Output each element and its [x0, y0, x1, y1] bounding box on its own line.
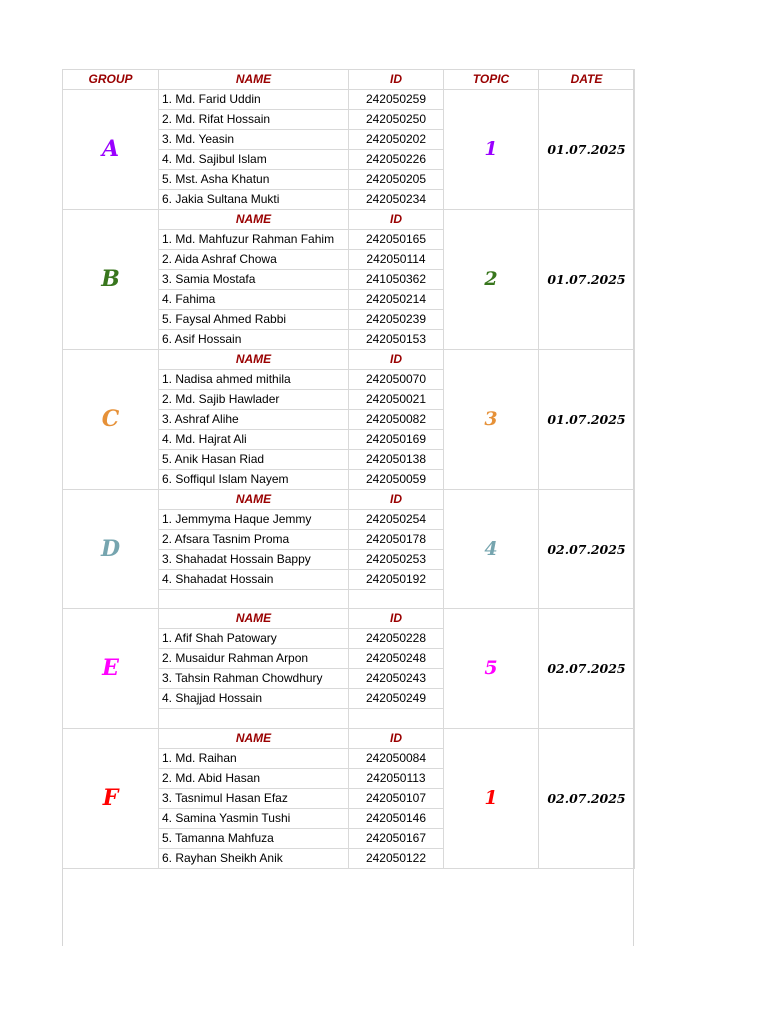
member-id: 242050214 [349, 290, 444, 310]
group-letter: A [63, 90, 159, 210]
presentation-date: 01.07.2025 [539, 350, 635, 490]
member-row [63, 90, 635, 110]
topic-header: TOPIC [444, 70, 539, 90]
sub-header-name: NAME [159, 609, 349, 629]
group-letter: B [63, 210, 159, 350]
member-id: 242050165 [349, 230, 444, 250]
sub-header-row [63, 490, 635, 510]
sub-header-id: ID [349, 609, 444, 629]
presentation-date: 02.07.2025 [539, 609, 635, 728]
member-id: 242050178 [349, 530, 444, 550]
group-letter: E [63, 609, 159, 728]
member-id: 242050114 [349, 250, 444, 270]
topic-number: 1 [444, 90, 539, 210]
member-id: 242050202 [349, 130, 444, 150]
member-name: 3. Shahadat Hossain Bappy [159, 550, 349, 570]
member-name: 2. Md. Rifat Hossain [159, 110, 349, 130]
sub-header-row [63, 350, 635, 370]
member-id: 242050146 [349, 808, 444, 828]
member-id: 242050113 [349, 768, 444, 788]
member-name: 4. Shahadat Hossain [159, 570, 349, 590]
member-name: 2. Md. Abid Hasan [159, 768, 349, 788]
presentation-date: 02.07.2025 [539, 728, 635, 868]
member-name [159, 590, 349, 609]
group-header: GROUP [63, 70, 159, 90]
member-name: 2. Afsara Tasnim Proma [159, 530, 349, 550]
member-name: 6. Rayhan Sheikh Anik [159, 848, 349, 868]
topic-number: 2 [444, 210, 539, 350]
member-id: 242050122 [349, 848, 444, 868]
sub-header-name: NAME [159, 350, 349, 370]
member-name: 4. Shajjad Hossain [159, 689, 349, 709]
member-id: 242050248 [349, 649, 444, 669]
group-letter: D [63, 490, 159, 609]
member-name: 6. Soffiqul Islam Nayem [159, 470, 349, 490]
member-name: 3. Tasnimul Hasan Efaz [159, 788, 349, 808]
member-id: 242050192 [349, 570, 444, 590]
sub-header-name: NAME [159, 490, 349, 510]
presentation-date: 01.07.2025 [539, 90, 635, 210]
member-id: 242050107 [349, 788, 444, 808]
date-header: DATE [539, 70, 635, 90]
member-id: 242050153 [349, 330, 444, 350]
member-name: 6. Jakia Sultana Mukti [159, 190, 349, 210]
member-name: 5. Tamanna Mahfuza [159, 828, 349, 848]
sub-header-id: ID [349, 728, 444, 748]
sub-header-name: NAME [159, 210, 349, 230]
member-name: 3. Md. Yeasin [159, 130, 349, 150]
member-id: 242050228 [349, 629, 444, 649]
member-name: 4. Md. Hajrat Ali [159, 430, 349, 450]
sub-header-id: ID [349, 350, 444, 370]
member-name: 2. Aida Ashraf Chowa [159, 250, 349, 270]
member-id: 242050084 [349, 748, 444, 768]
member-id: 242050254 [349, 510, 444, 530]
member-id: 242050234 [349, 190, 444, 210]
member-id: 242050259 [349, 90, 444, 110]
member-id: 242050021 [349, 390, 444, 410]
member-id: 242050239 [349, 310, 444, 330]
member-id: 242050070 [349, 370, 444, 390]
member-id: 242050249 [349, 689, 444, 709]
member-id: 242050082 [349, 410, 444, 430]
name-header: NAME [159, 70, 349, 90]
member-name: 5. Faysal Ahmed Rabbi [159, 310, 349, 330]
sub-header-id: ID [349, 490, 444, 510]
member-name: 1. Md. Mahfuzur Rahman Fahim [159, 230, 349, 250]
group-letter: F [63, 728, 159, 868]
member-id [349, 590, 444, 609]
member-name: 2. Md. Sajib Hawlader [159, 390, 349, 410]
member-name: 1. Jemmyma Haque Jemmy [159, 510, 349, 530]
group-table [62, 69, 635, 869]
member-name: 6. Asif Hossain [159, 330, 349, 350]
member-id: 242050250 [349, 110, 444, 130]
member-id: 242050169 [349, 430, 444, 450]
member-name [159, 709, 349, 728]
member-name: 4. Fahima [159, 290, 349, 310]
presentation-date: 02.07.2025 [539, 490, 635, 609]
member-id: 242050138 [349, 450, 444, 470]
member-name: 3. Samia Mostafa [159, 270, 349, 290]
member-name: 3. Ashraf Alihe [159, 410, 349, 430]
header-row [63, 70, 635, 90]
member-id: 242050059 [349, 470, 444, 490]
topic-number: 1 [444, 728, 539, 868]
member-name: 1. Afif Shah Patowary [159, 629, 349, 649]
member-name: 1. Md. Raihan [159, 748, 349, 768]
sub-header-name: NAME [159, 728, 349, 748]
member-name: 4. Samina Yasmin Tushi [159, 808, 349, 828]
member-name: 1. Nadisa ahmed mithila [159, 370, 349, 390]
member-id: 242050205 [349, 170, 444, 190]
sub-header-id: ID [349, 210, 444, 230]
sub-header-row [63, 728, 635, 748]
member-name: 5. Anik Hasan Riad [159, 450, 349, 470]
topic-number: 5 [444, 609, 539, 728]
member-id [349, 709, 444, 728]
member-id: 242050226 [349, 150, 444, 170]
member-name: 1. Md. Farid Uddin [159, 90, 349, 110]
member-name: 2. Musaidur Rahman Arpon [159, 649, 349, 669]
sub-header-row [63, 609, 635, 629]
presentation-date: 01.07.2025 [539, 210, 635, 350]
member-name: 4. Md. Sajibul Islam [159, 150, 349, 170]
id-header: ID [349, 70, 444, 90]
member-id: 242050243 [349, 669, 444, 689]
sub-header-row [63, 210, 635, 230]
topic-number: 3 [444, 350, 539, 490]
member-name: 5. Mst. Asha Khatun [159, 170, 349, 190]
member-name: 3. Tahsin Rahman Chowdhury [159, 669, 349, 689]
topic-number: 4 [444, 490, 539, 609]
member-id: 241050362 [349, 270, 444, 290]
member-id: 242050167 [349, 828, 444, 848]
member-id: 242050253 [349, 550, 444, 570]
group-letter: C [63, 350, 159, 490]
